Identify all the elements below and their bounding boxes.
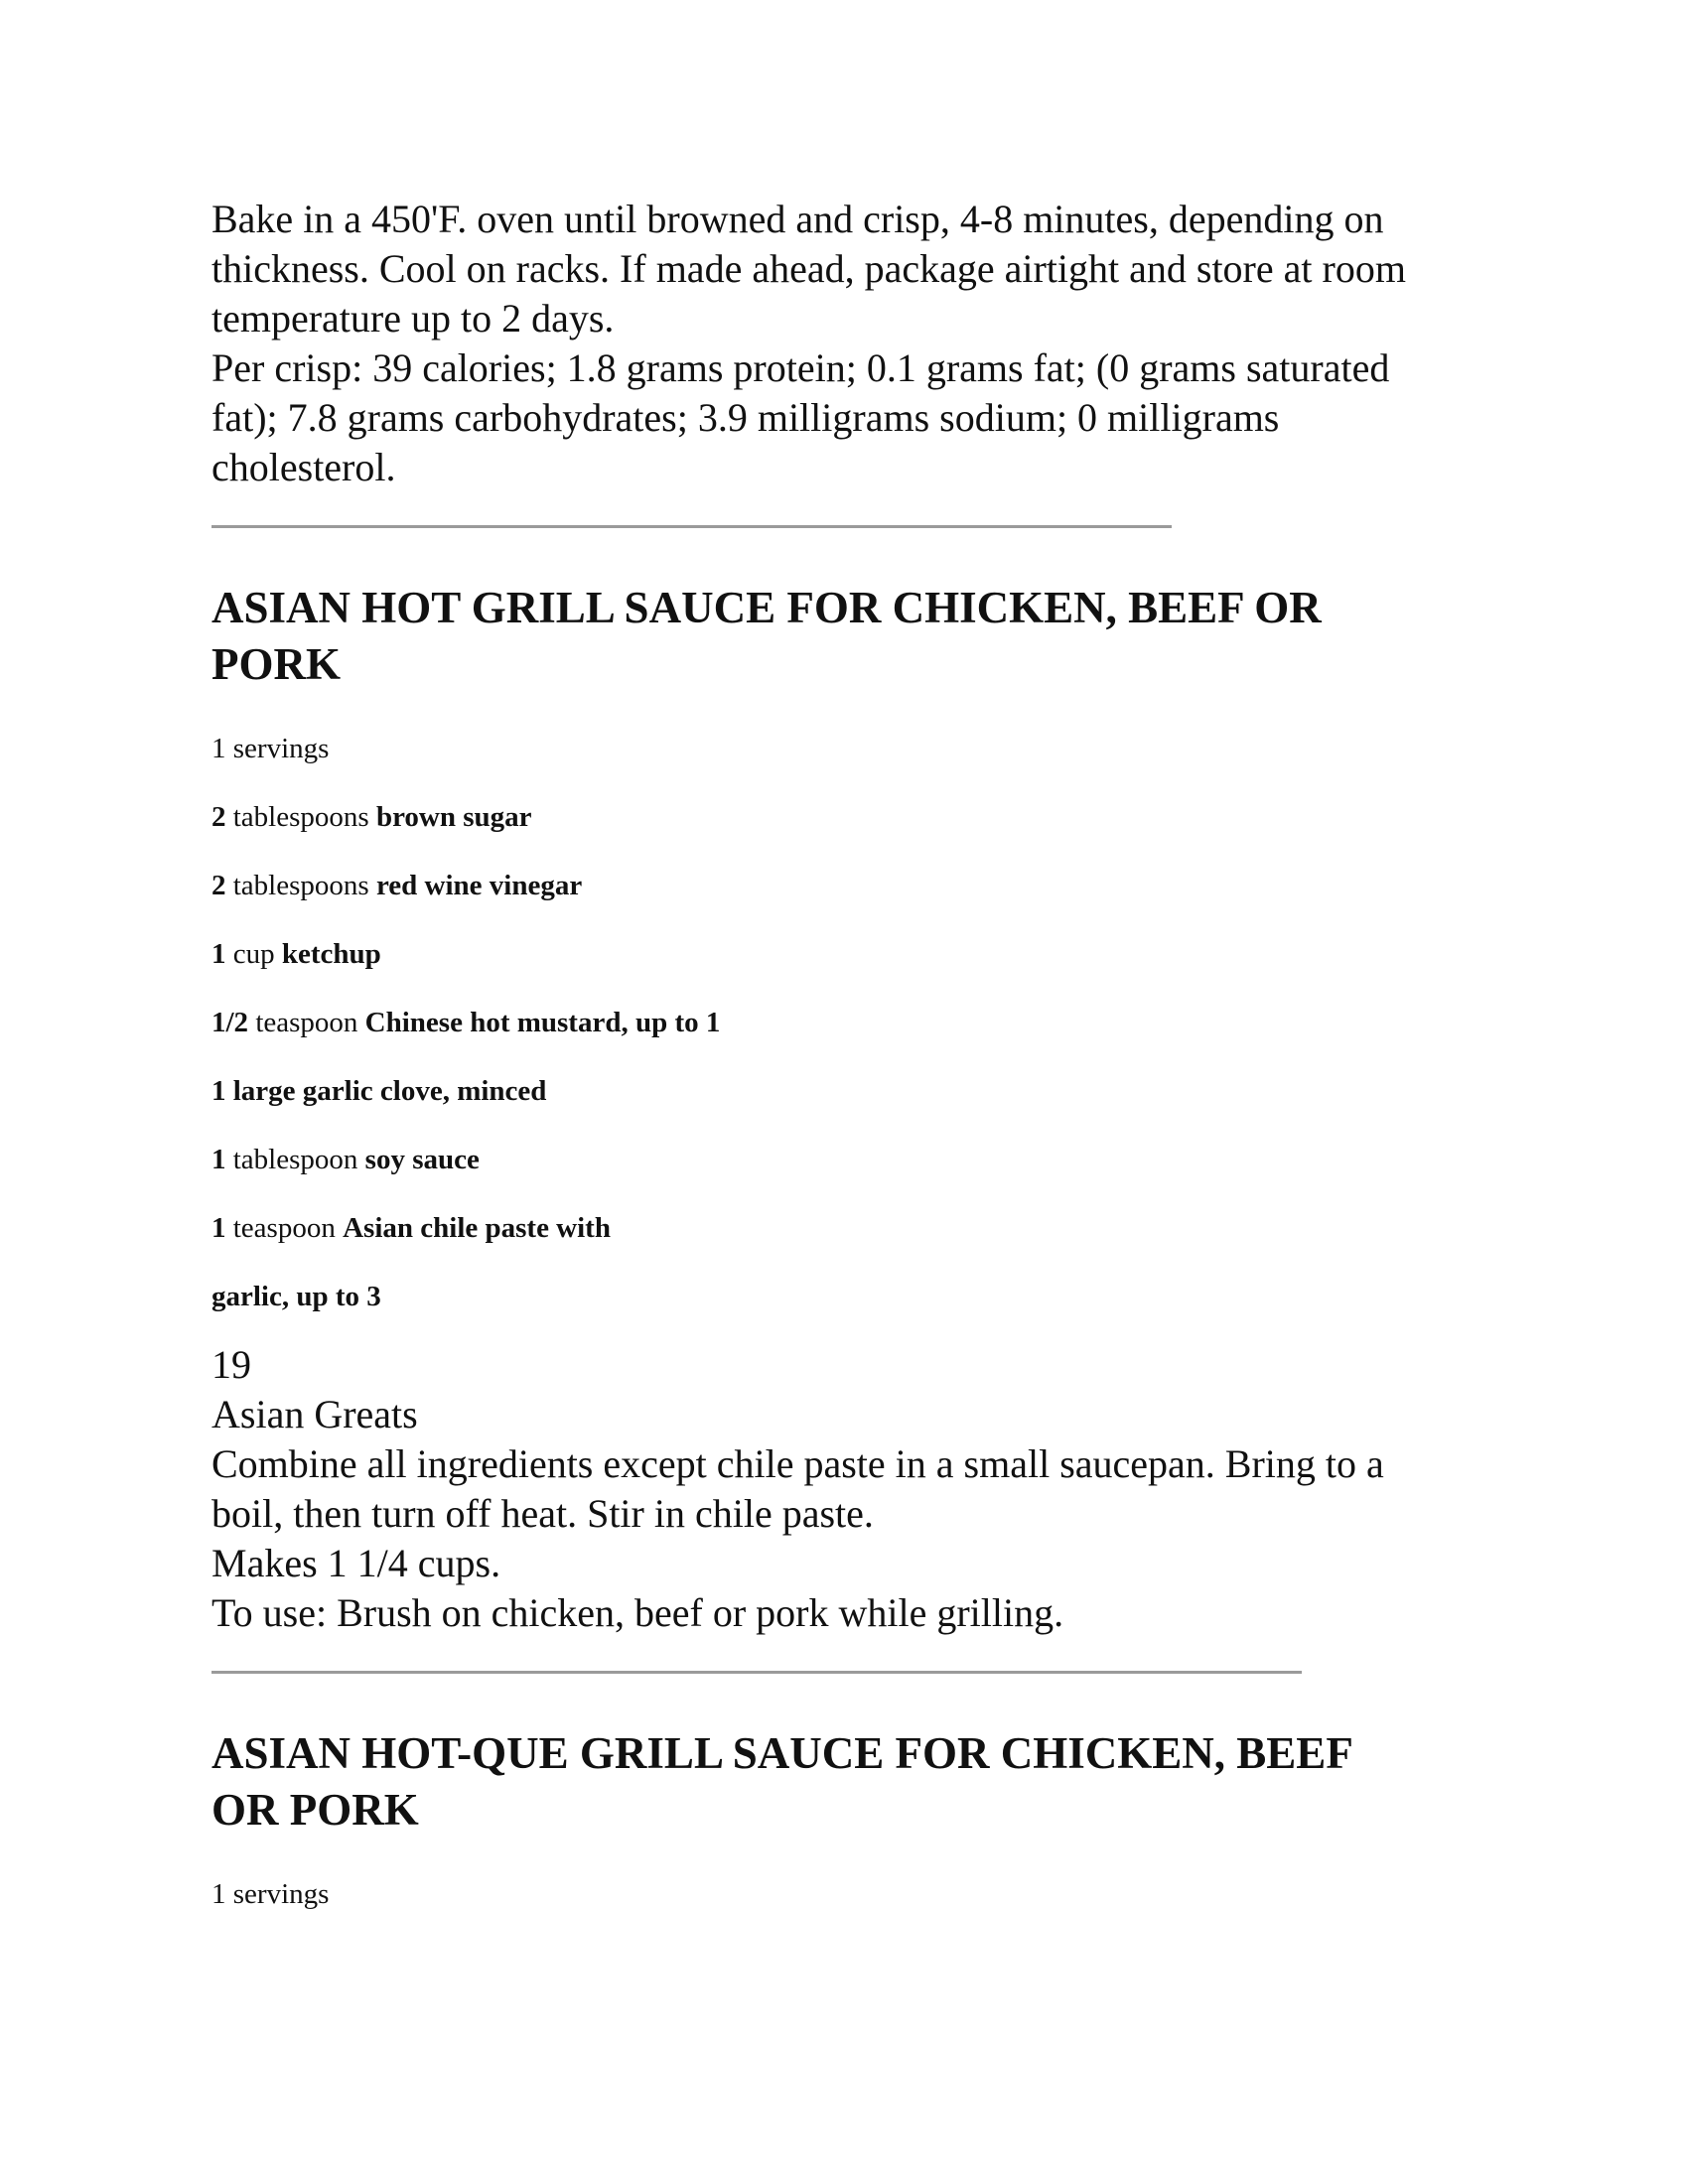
ingredient-unit: cup (225, 938, 282, 970)
page-number: 19 (211, 1342, 251, 1387)
directions-line: Combine all ingredients except chile paste in a small saucepan. Bring to a (211, 1441, 1384, 1486)
ingredient-unit: tablespoon (225, 1144, 365, 1175)
ingredient-item (211, 1210, 1502, 1246)
intro-line: Bake in a 450'F. oven until browned and crisp, 4-8 minutes, depending on (211, 197, 1384, 241)
recipe-title-line: ASIAN HOT-QUE GRILL SAUCE FOR CHICKEN, BEEF (211, 1728, 1353, 1778)
ingredient-item (211, 1142, 1502, 1177)
ingredient-name: soy sauce (364, 1144, 480, 1175)
ingredient-item (211, 1073, 1502, 1109)
ingredient-unit: teaspoon (225, 1212, 344, 1244)
servings: 1 servings (211, 733, 330, 764)
nutrition-line: fat); 7.8 grams carbohydrates; 3.9 milligrams sodium; 0 milligrams (211, 395, 1280, 440)
ingredient-item (211, 1005, 1502, 1040)
ingredient-unit: teaspoon (248, 1007, 365, 1038)
intro-line: thickness. Cool on racks. If made ahead, package airtight and store at room (211, 246, 1406, 291)
document-page (211, 195, 1502, 1912)
ingredient-name: Chinese hot mustard, up to 1 (364, 1007, 721, 1038)
ingredient-qty: 1 (211, 938, 226, 970)
nutrition-line: cholesterol. (211, 445, 396, 489)
ingredient-qty: 1/2 (211, 1007, 249, 1038)
recipe-title-line: PORK (211, 639, 341, 689)
ingredient-list (211, 799, 1502, 1314)
directions-line: boil, then turn off heat. Stir in chile paste. (211, 1491, 874, 1536)
servings: 1 servings (211, 1878, 330, 1910)
ingredient-item (211, 936, 1502, 972)
section-divider (211, 525, 1172, 528)
ingredient-unit: tablespoons (225, 870, 376, 901)
nutrition-line: Per crisp: 39 calories; 1.8 grams protein; 0.1 grams fat; (0 grams saturated (211, 345, 1390, 390)
ingredient-name: Asian chile paste with (343, 1212, 611, 1244)
recipe-title (211, 1725, 1502, 1839)
recipe-title (211, 580, 1502, 693)
ingredient-name: red wine vinegar (375, 870, 583, 901)
recipe-body (211, 1340, 1502, 1638)
ingredient-name: brown sugar (375, 801, 532, 833)
intro-text (211, 195, 1502, 492)
ingredient-qty: garlic, up to 3 (211, 1281, 381, 1312)
ingredient-qty: 2 (211, 801, 226, 833)
ingredient-item (211, 1279, 1502, 1314)
ingredient-item (211, 868, 1502, 903)
ingredient-unit: tablespoons (225, 801, 376, 833)
recipe-title-line: ASIAN HOT GRILL SAUCE FOR CHICKEN, BEEF OR (211, 583, 1322, 632)
usage-line: To use: Brush on chicken, beef or pork while grilling. (211, 1590, 1064, 1635)
ingredient-qty: 1 large garlic clove, minced (211, 1075, 547, 1107)
ingredient-qty: 1 (211, 1212, 226, 1244)
yield-line: Makes 1 1/4 cups. (211, 1541, 501, 1585)
ingredient-name: ketchup (281, 938, 381, 970)
book-title: Asian Greats (211, 1392, 418, 1436)
ingredient-item (211, 799, 1502, 835)
intro-line: temperature up to 2 days. (211, 296, 615, 341)
ingredient-qty: 2 (211, 870, 226, 901)
recipe-title-line: OR PORK (211, 1785, 419, 1835)
section-divider (211, 1671, 1302, 1674)
ingredient-qty: 1 (211, 1144, 226, 1175)
